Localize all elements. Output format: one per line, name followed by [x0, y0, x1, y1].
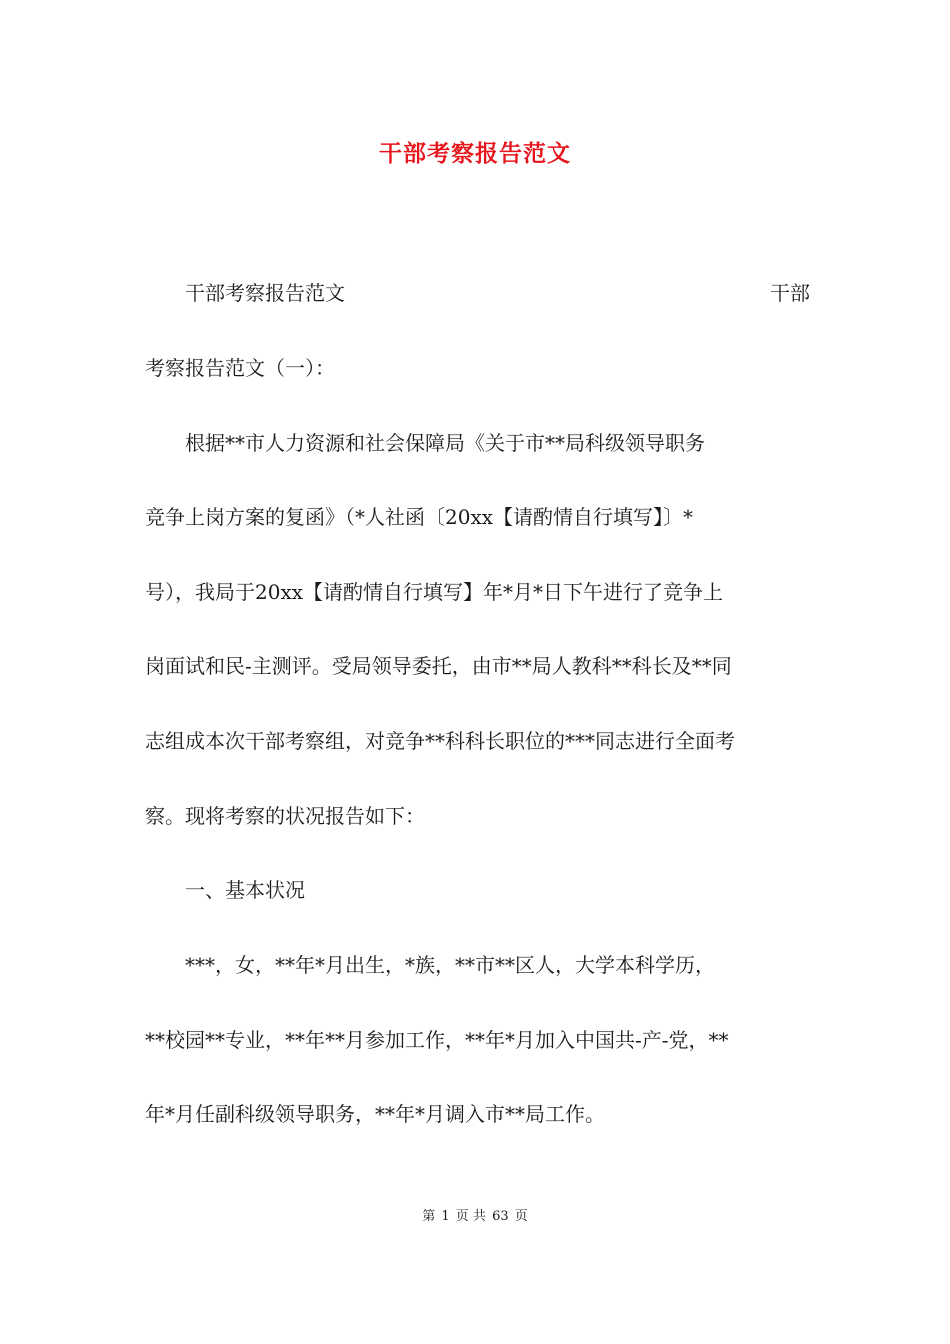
text-line-8: 察。现将考察的状况报告如下：: [145, 804, 425, 828]
footer-middle: 页 共: [455, 1209, 486, 1224]
text-line-6: 岗面试和民-主测评。受局领导委托，由市**局人教科**科长及**同: [145, 654, 732, 678]
footer-prefix: 第: [422, 1209, 436, 1224]
text-line-10: ***，女，**年*月出生，*族，**市**区人，大学本科学历，: [145, 953, 715, 977]
text-line-1: [145, 275, 810, 311]
text-line-7: 志组成本次干部考察组，对竞争**科科长职位的***同志进行全面考: [145, 729, 735, 753]
text-line-1-right: 干部: [770, 281, 810, 305]
footer-page-number: 1: [441, 1209, 450, 1224]
text-line-11: **校园**专业，**年**月参加工作，**年*月加入中国共-产-党，**: [145, 1028, 729, 1052]
footer-suffix: 页: [514, 1209, 528, 1224]
text-line-3: 根据**市人力资源和社会保障局《关于市**局科级领导职务: [145, 431, 705, 455]
text-line-12: 年*月任副科级领导职务，**年*月调入市**局工作。: [145, 1102, 605, 1126]
footer-total-pages: 63: [492, 1209, 509, 1224]
section-heading-basic-status: 一、基本状况: [145, 878, 305, 902]
document-title: 干部考察报告范文: [379, 140, 571, 167]
text-line-1-left: 干部考察报告范文: [145, 281, 345, 305]
text-line-5: 号），我局于20xx【请酌情自行填写】年*月*日下午进行了竞争上: [145, 580, 724, 604]
page-footer: [0, 1207, 950, 1227]
text-line-4: 竞争上岗方案的复函》（*人社函〔20xx【请酌情自行填写】〕*: [145, 505, 694, 529]
text-line-2: 考察报告范文（一）：: [145, 356, 335, 380]
